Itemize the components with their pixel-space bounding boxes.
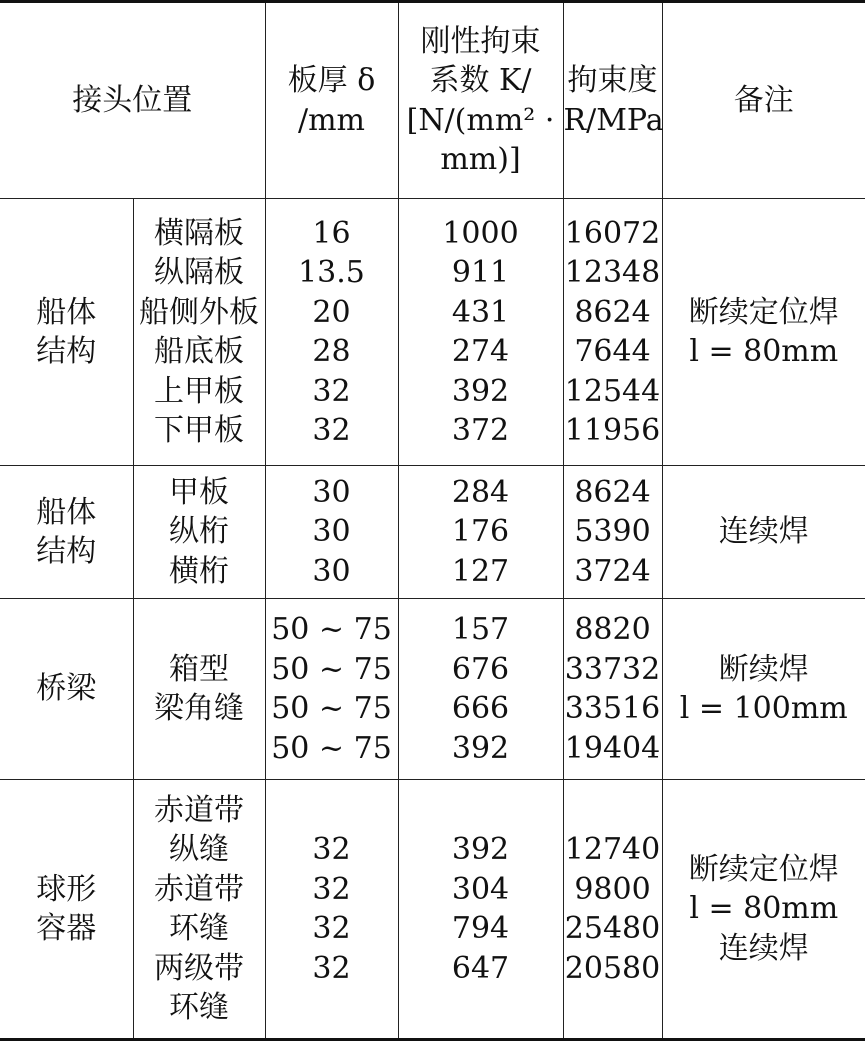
header-remark: 备注	[662, 2, 865, 199]
location-cell: 球形 容器	[0, 780, 133, 1040]
table-row	[0, 199, 865, 466]
parts-cell: 横隔板 纵隔板 船侧外板 船底板 上甲板 下甲板	[133, 199, 265, 466]
remark-cell: 连续焊	[662, 466, 865, 599]
k-cell: 157 676 666 392	[398, 599, 563, 780]
location-cell: 船体 结构	[0, 466, 133, 599]
r-cell: 12740 9800 25480 20580	[563, 780, 662, 1040]
k-cell: 392 304 794 647	[398, 780, 563, 1040]
parts-cell: 赤道带 纵缝 赤道带 环缝 两级带 环缝	[133, 780, 265, 1040]
parts-cell: 箱型 梁角缝	[133, 599, 265, 780]
thickness-cell: 50 ~ 75 50 ~ 75 50 ~ 75 50 ~ 75	[265, 599, 398, 780]
r-cell: 8820 33732 33516 19404	[563, 599, 662, 780]
thickness-cell: 30 30 30	[265, 466, 398, 599]
table-row	[0, 466, 865, 599]
r-cell: 8624 5390 3724	[563, 466, 662, 599]
header-restraint: 拘束度 R/MPa	[563, 2, 662, 199]
header-stiffness: 刚性拘束 系数 K/ [N/(mm² · mm)]	[398, 2, 563, 199]
remark-cell: 断续焊 l = 100mm	[662, 599, 865, 780]
k-cell: 1000 911 431 274 392 372	[398, 199, 563, 466]
table-row	[0, 780, 865, 1040]
table-row	[0, 599, 865, 780]
thickness-cell: 16 13.5 20 28 32 32	[265, 199, 398, 466]
location-cell: 船体 结构	[0, 199, 133, 466]
thickness-cell: 32 32 32 32	[265, 780, 398, 1040]
k-cell: 284 176 127	[398, 466, 563, 599]
table-header-row	[0, 2, 865, 199]
r-cell: 16072 12348 8624 7644 12544 11956	[563, 199, 662, 466]
remark-cell: 断续定位焊 l = 80mm	[662, 199, 865, 466]
parts-cell: 甲板 纵桁 横桁	[133, 466, 265, 599]
remark-cell: 断续定位焊 l = 80mm 连续焊	[662, 780, 865, 1040]
header-joint-location: 接头位置	[0, 2, 265, 199]
header-thickness: 板厚 δ /mm	[265, 2, 398, 199]
location-cell: 桥梁	[0, 599, 133, 780]
